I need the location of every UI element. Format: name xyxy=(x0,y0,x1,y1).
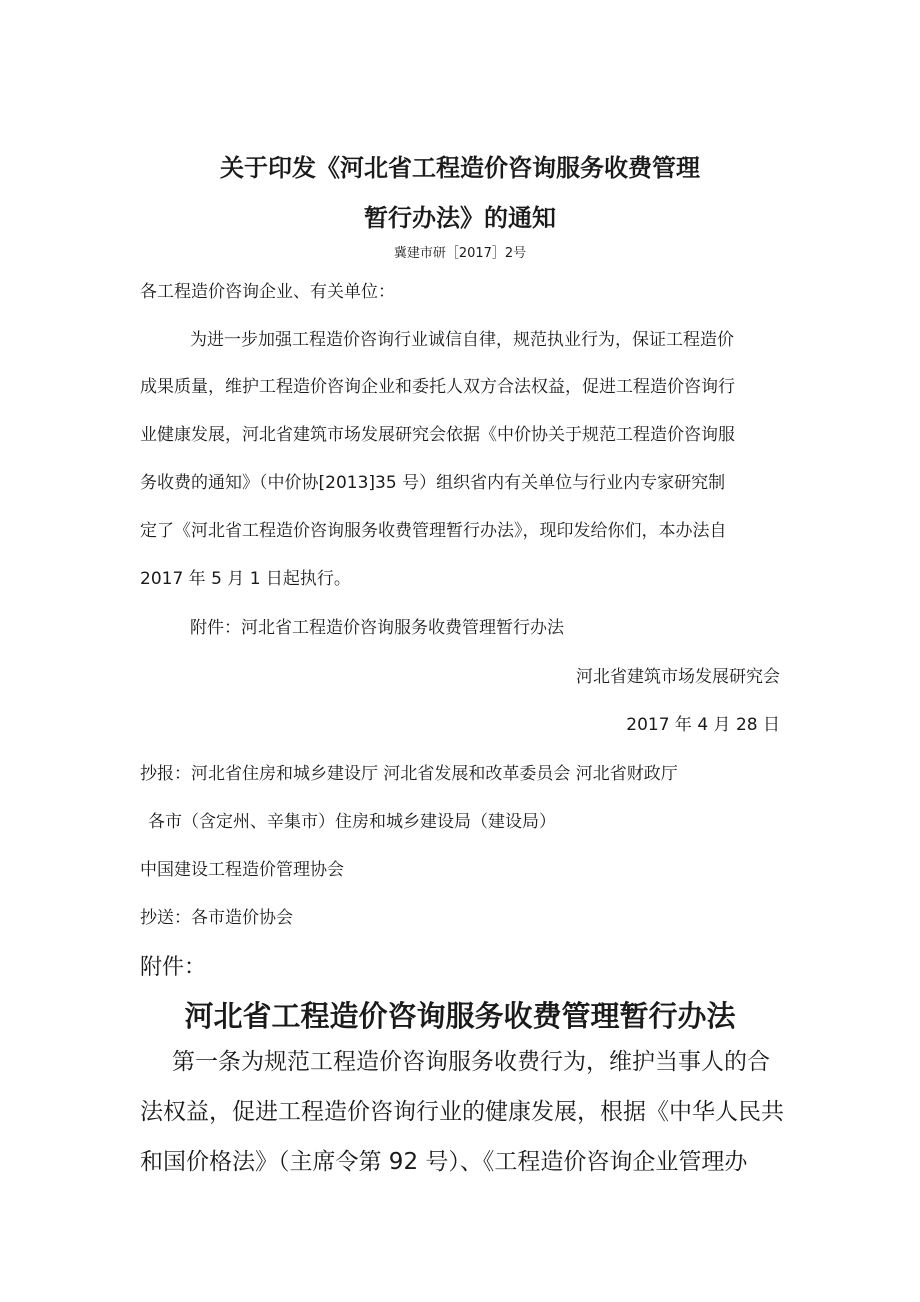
cc-report-line: 各市（含定州、辛集市）住房和城乡建设局（建设局） xyxy=(148,812,556,832)
cc-report-line: 抄报：河北省住房和城乡建设厅 河北省发展和改革委员会 河北省财政厅 xyxy=(140,764,678,784)
body-line: 成果质量，维护工程造价咨询企业和委托人双方合法权益，促进工程造价咨询行 xyxy=(140,377,735,397)
issuer-name: 河北省建筑市场发展研究会 xyxy=(576,667,780,687)
issue-date: 2017 年 4 月 28 日 xyxy=(626,715,780,735)
attachment-title: 河北省工程造价咨询服务收费管理暂行办法 xyxy=(184,999,736,1033)
cc-report-line: 中国建设工程造价管理协会 xyxy=(140,860,344,880)
cc-send-line: 抄送：各市造价协会 xyxy=(140,908,293,928)
notice-title-line-2: 暂行办法》的通知 xyxy=(364,204,556,232)
body-line: 定了《河北省工程造价咨询服务收费管理暂行办法》，现印发给你们，本办法自 xyxy=(140,521,727,541)
body-line: 业健康发展，河北省建筑市场发展研究会依据《中价协关于规范工程造价咨询服 xyxy=(140,425,735,445)
article-line: 和国价格法》（主席令第 92 号）、《工程造价咨询企业管理办 xyxy=(140,1149,748,1175)
article-line: 法权益，促进工程造价咨询行业的健康发展，根据《中华人民共 xyxy=(140,1099,784,1125)
document-number: 冀建市研［2017］2号 xyxy=(393,246,527,261)
body-line: 为进一步加强工程造价咨询行业诚信自律，规范执业行为，保证工程造价 xyxy=(190,330,734,350)
article-line: 第一条为规范工程造价咨询服务收费行为，维护当事人的合 xyxy=(172,1049,770,1075)
body-line: 2017 年 5 月 1 日起执行。 xyxy=(140,569,351,589)
attachment-label: 附件： xyxy=(140,955,207,980)
notice-title-line-1: 关于印发《河北省工程造价咨询服务收费管理 xyxy=(220,154,700,182)
salutation: 各工程造价咨询企业、有关单位： xyxy=(140,282,395,302)
attachment-reference: 附件：河北省工程造价咨询服务收费管理暂行办法 xyxy=(190,618,564,638)
body-line: 务收费的通知》（中价协[2013]35 号）组织省内有关单位与行业内专家研究制 xyxy=(140,473,726,493)
